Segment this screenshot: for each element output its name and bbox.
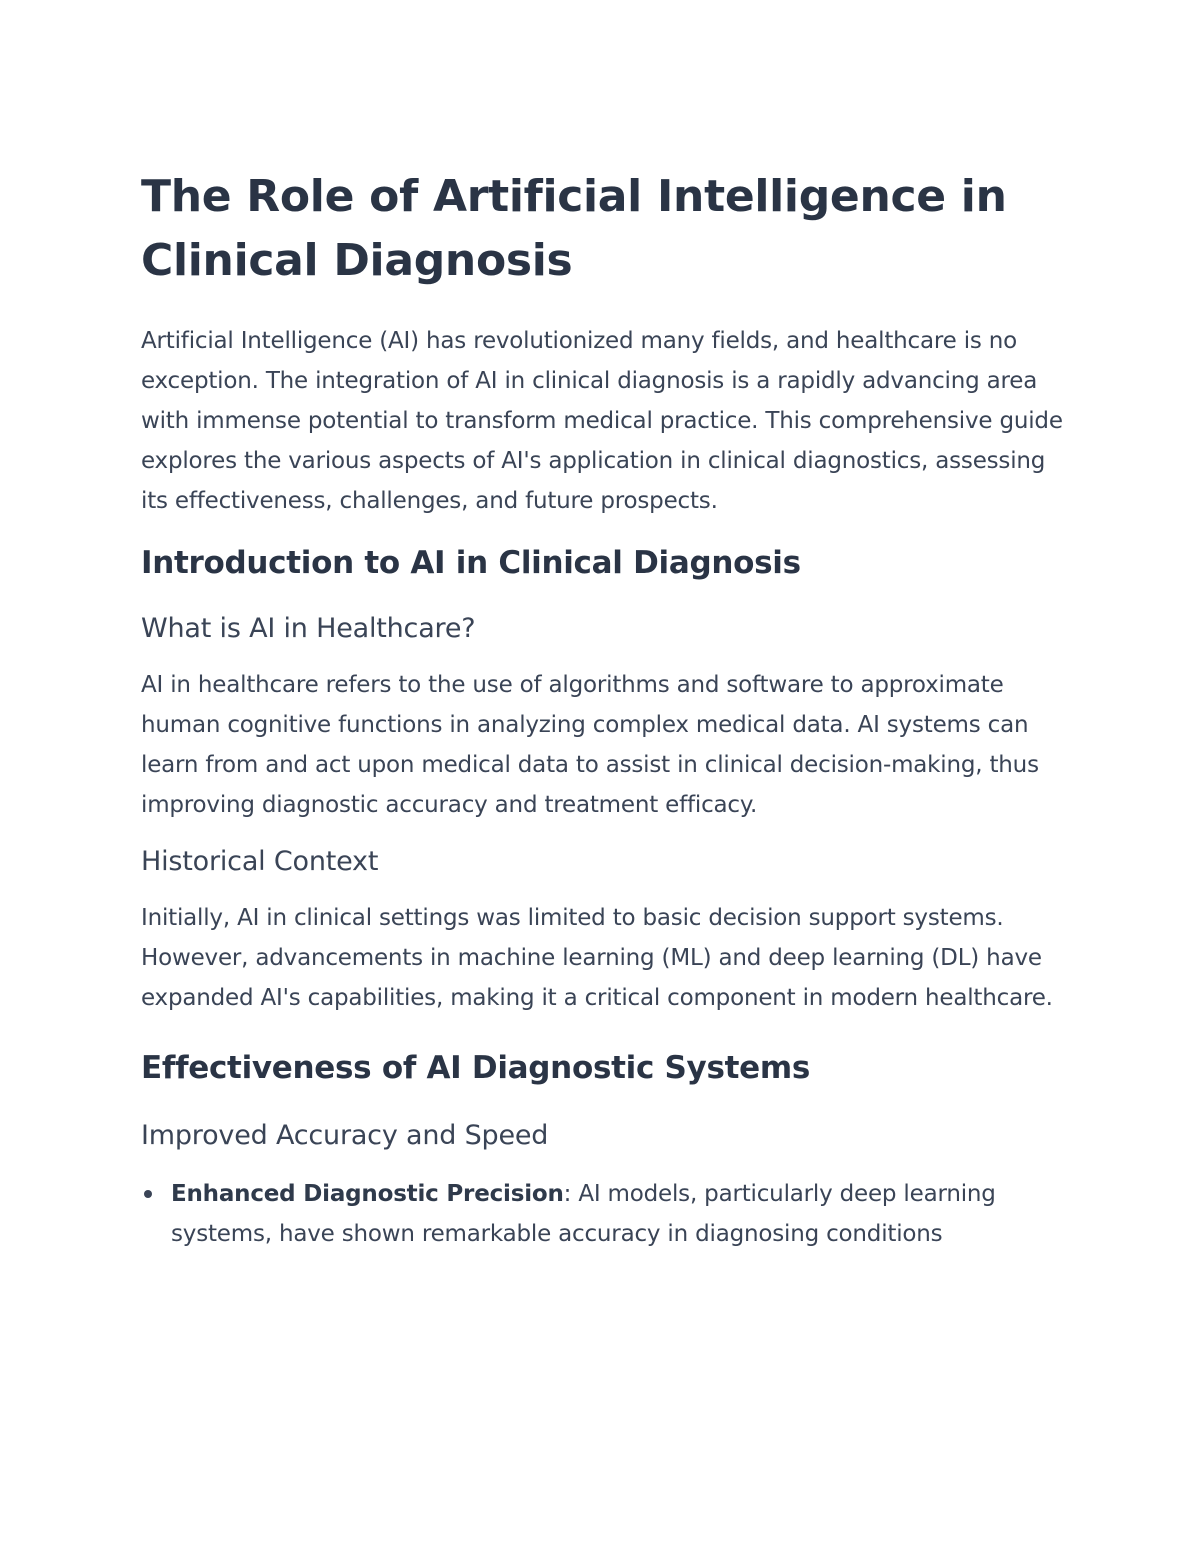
section-heading-introduction: Introduction to AI in Clinical Diagnosis bbox=[141, 545, 801, 581]
paragraph-historical-context: Initially, AI in clinical settings was limited to basic decision support systems. However, advancements in machine learning (ML) and deep learning (DL) have expanded AI's capabilities, making it a critical component in modern healthcare. bbox=[141, 905, 1053, 1011]
subsection-heading-historical-context: Historical Context bbox=[141, 846, 379, 877]
section-heading-effectiveness: Effectiveness of AI Diagnostic Systems bbox=[141, 1050, 810, 1086]
paragraph-what-is-ai: AI in healthcare refers to the use of algorithms and software to approximate human cognitive functions in analyzing complex medical data. AI systems can learn from and act upon medical data to assist in clinical decision-making, thus improving diagnostic accuracy and treatment efficacy. bbox=[141, 672, 1039, 818]
subsection-heading-what-is-ai: What is AI in Healthcare? bbox=[141, 613, 476, 644]
bullet-term: Enhanced Diagnostic Precision bbox=[171, 1181, 564, 1207]
document-title: The Role of Artificial Intelligence in Clinical Diagnosis bbox=[141, 171, 1007, 286]
bullet-list bbox=[141, 1174, 1071, 1254]
bullet-text: : AI models, particularly deep learning systems, have shown remarkable accuracy in diagnosing conditions bbox=[171, 1181, 996, 1247]
subsection-heading-accuracy-speed: Improved Accuracy and Speed bbox=[141, 1120, 549, 1151]
intro-paragraph: Artificial Intelligence (AI) has revolutionized many fields, and healthcare is no exception. The integration of AI in clinical diagnosis is a rapidly advancing area with immense potential to transform medical practice. This comprehensive guide explores the various aspects of AI's application in clinical diagnostics, assessing its effectiveness, challenges, and future prospects. bbox=[141, 328, 1063, 514]
list-item bbox=[141, 1174, 1071, 1254]
document-page bbox=[141, 165, 1071, 1254]
bullet-icon bbox=[144, 1190, 152, 1198]
